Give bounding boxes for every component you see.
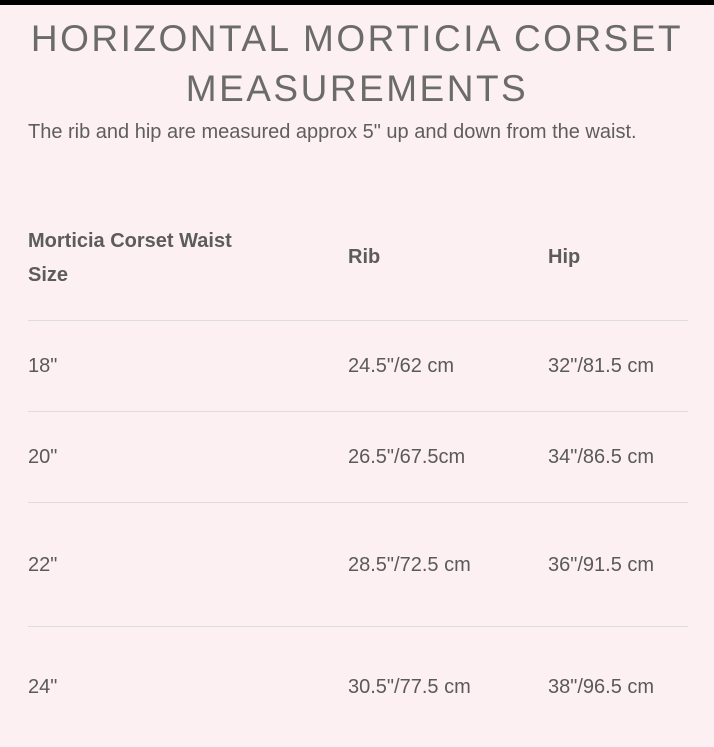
- table-row: [28, 412, 688, 503]
- waist-cell: 22": [28, 553, 58, 576]
- table-row: [28, 503, 688, 627]
- hip-cell: 36"/91.5 cm: [548, 553, 655, 576]
- rib-cell: 28.5"/72.5 cm: [348, 553, 471, 576]
- waist-cell: 18": [28, 355, 58, 377]
- rib-cell: 30.5"/77.5 cm: [348, 676, 471, 698]
- header-rib: Rib: [348, 246, 381, 268]
- rib-cell: 24.5"/62 cm: [348, 355, 455, 377]
- hip-cell: 38"/96.5 cm: [548, 676, 655, 698]
- hip-cell: 32"/81.5 cm: [548, 355, 655, 377]
- table-row: [28, 321, 688, 412]
- measurements-table: [28, 222, 688, 747]
- waist-cell: 24": [28, 676, 58, 698]
- hip-cell: 34"/86.5 cm: [548, 446, 655, 468]
- header-waist-size: Morticia Corset Waist Size: [28, 230, 232, 286]
- intro-text: The rib and hip are measured approx 5" up and down from the waist.: [28, 121, 637, 143]
- page-title: HORIZONTAL MORTICIA CORSET MEASUREMENTS: [30, 18, 684, 109]
- rib-cell: 26.5"/67.5cm: [348, 446, 466, 468]
- header-hip: Hip: [548, 246, 581, 268]
- waist-cell: 20": [28, 446, 58, 468]
- top-edge-bar: [0, 0, 714, 5]
- table-header-row: [28, 222, 688, 321]
- table-row: [28, 627, 688, 747]
